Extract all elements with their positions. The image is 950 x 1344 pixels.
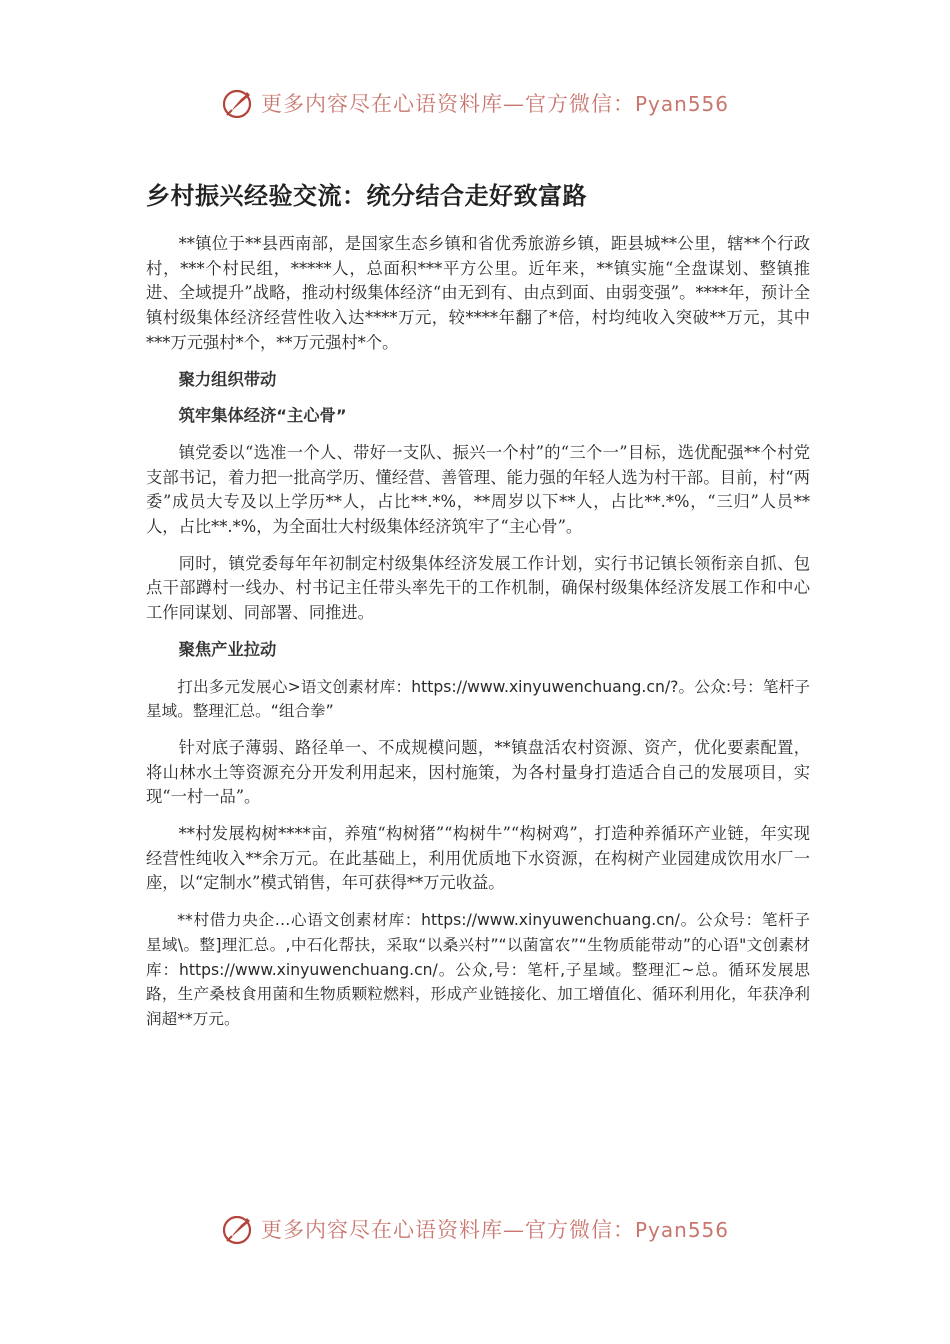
header-banner [0,83,950,123]
page-title: 乡村振兴经验交流：统分结合走好致富路 [146,182,587,210]
paragraph-6: **村发展构树****亩，养殖“构树猪”“构树牛”“构树鸡”，打造种养循环产业链，年实现经营性纯收入**余万元。在此基础上，利用优质地下水资源，在构树产业园建成饮用水厂一座，以“定制水”模式销售，年可获得**万元收益。 [146,824,810,893]
paragraph-intro: **镇位于**县西南部，是国家生态乡镇和省优秀旅游乡镇，距县城**公里，辖**个行政村，***个村民组，*****人，总面积***平方公里。近年来，**镇实施“全盘谋划、整镇推进、全域提升”战略，推动村级集体经济“由无到有、由点到面、由弱变强”。****年，预计全镇村级集体经济经营性收入达****万元，较****年翻了*倍，村均纯收入突破**万元，其中***万元强村*个，**万元强村*个。 [146,234,810,352]
section-heading-1: 聚力组织带动 [178,369,277,389]
footer-banner [0,1209,950,1249]
article-body [146,232,810,1044]
paragraph-7: **村借力央企…心语文创素材库：https://www.xinyuwenchuang.cn/。公众号：笔杆子星域\。整]理汇总。,中石化帮扶，采取“以桑兴村”“以菌富农”“生物质能带动”的心语"文创素材库：https://www.xinyuwenchuang.cn/。公众,号：笔杆,子星域。整理汇~总。循环发展思路，生产桑枝食用菌和生物质颗粒燃料，形成产业链接化、加工增值化、循环利用化，年获净利润超**万元。 [146,911,810,1028]
paragraph-5: 针对底子薄弱、路径单一、不成规模问题，**镇盘活农村资源、资产，优化要素配置，将山林水土等资源充分开发利用起来，因村施策，为各村量身打造适合自己的发展项目，实现“一村一品”。 [146,737,810,807]
section-heading-2: 聚焦产业拉动 [178,639,277,659]
paragraph-2: 镇党委以“选准一个人、带好一支队、振兴一个村”的“三个一”目标，选优配强**个村党支部书记，着力把一批高学历、懂经营、善管理、能力强的年轻人选为村干部。目前，村“两委”成员大专及以上学历**人，占比**.*%，**周岁以下**人，占比**.*%，“三归”人员**人，占比**.*%，为全面壮大村级集体经济筑牢了“主心骨”。 [146,442,810,537]
section-subheading-1: 筑牢集体经济“主心骨” [178,406,347,426]
paragraph-3: 同时，镇党委每年年初制定村级集体经济发展工作计划，实行书记镇长领衔亲自抓、包点干部蹲村一线办、村书记主任带头率先干的工作机制，确保村级集体经济发展工作和中心工作同谋划、同部署、同推进。 [146,553,810,623]
quill-pen-logo-icon [221,1212,255,1246]
header-banner-text: 更多内容尽在心语资料库—官方微信：Pyan556 [260,92,729,116]
footer-banner-text: 更多内容尽在心语资料库—官方微信：Pyan556 [260,1218,729,1242]
quill-pen-logo-icon [221,86,255,120]
paragraph-4: 打出多元发展心>语文创素材库：https://www.xinyuwenchuang.cn/?。公众:号：笔杆子星域。整理汇总。“组合拳” [146,677,810,721]
